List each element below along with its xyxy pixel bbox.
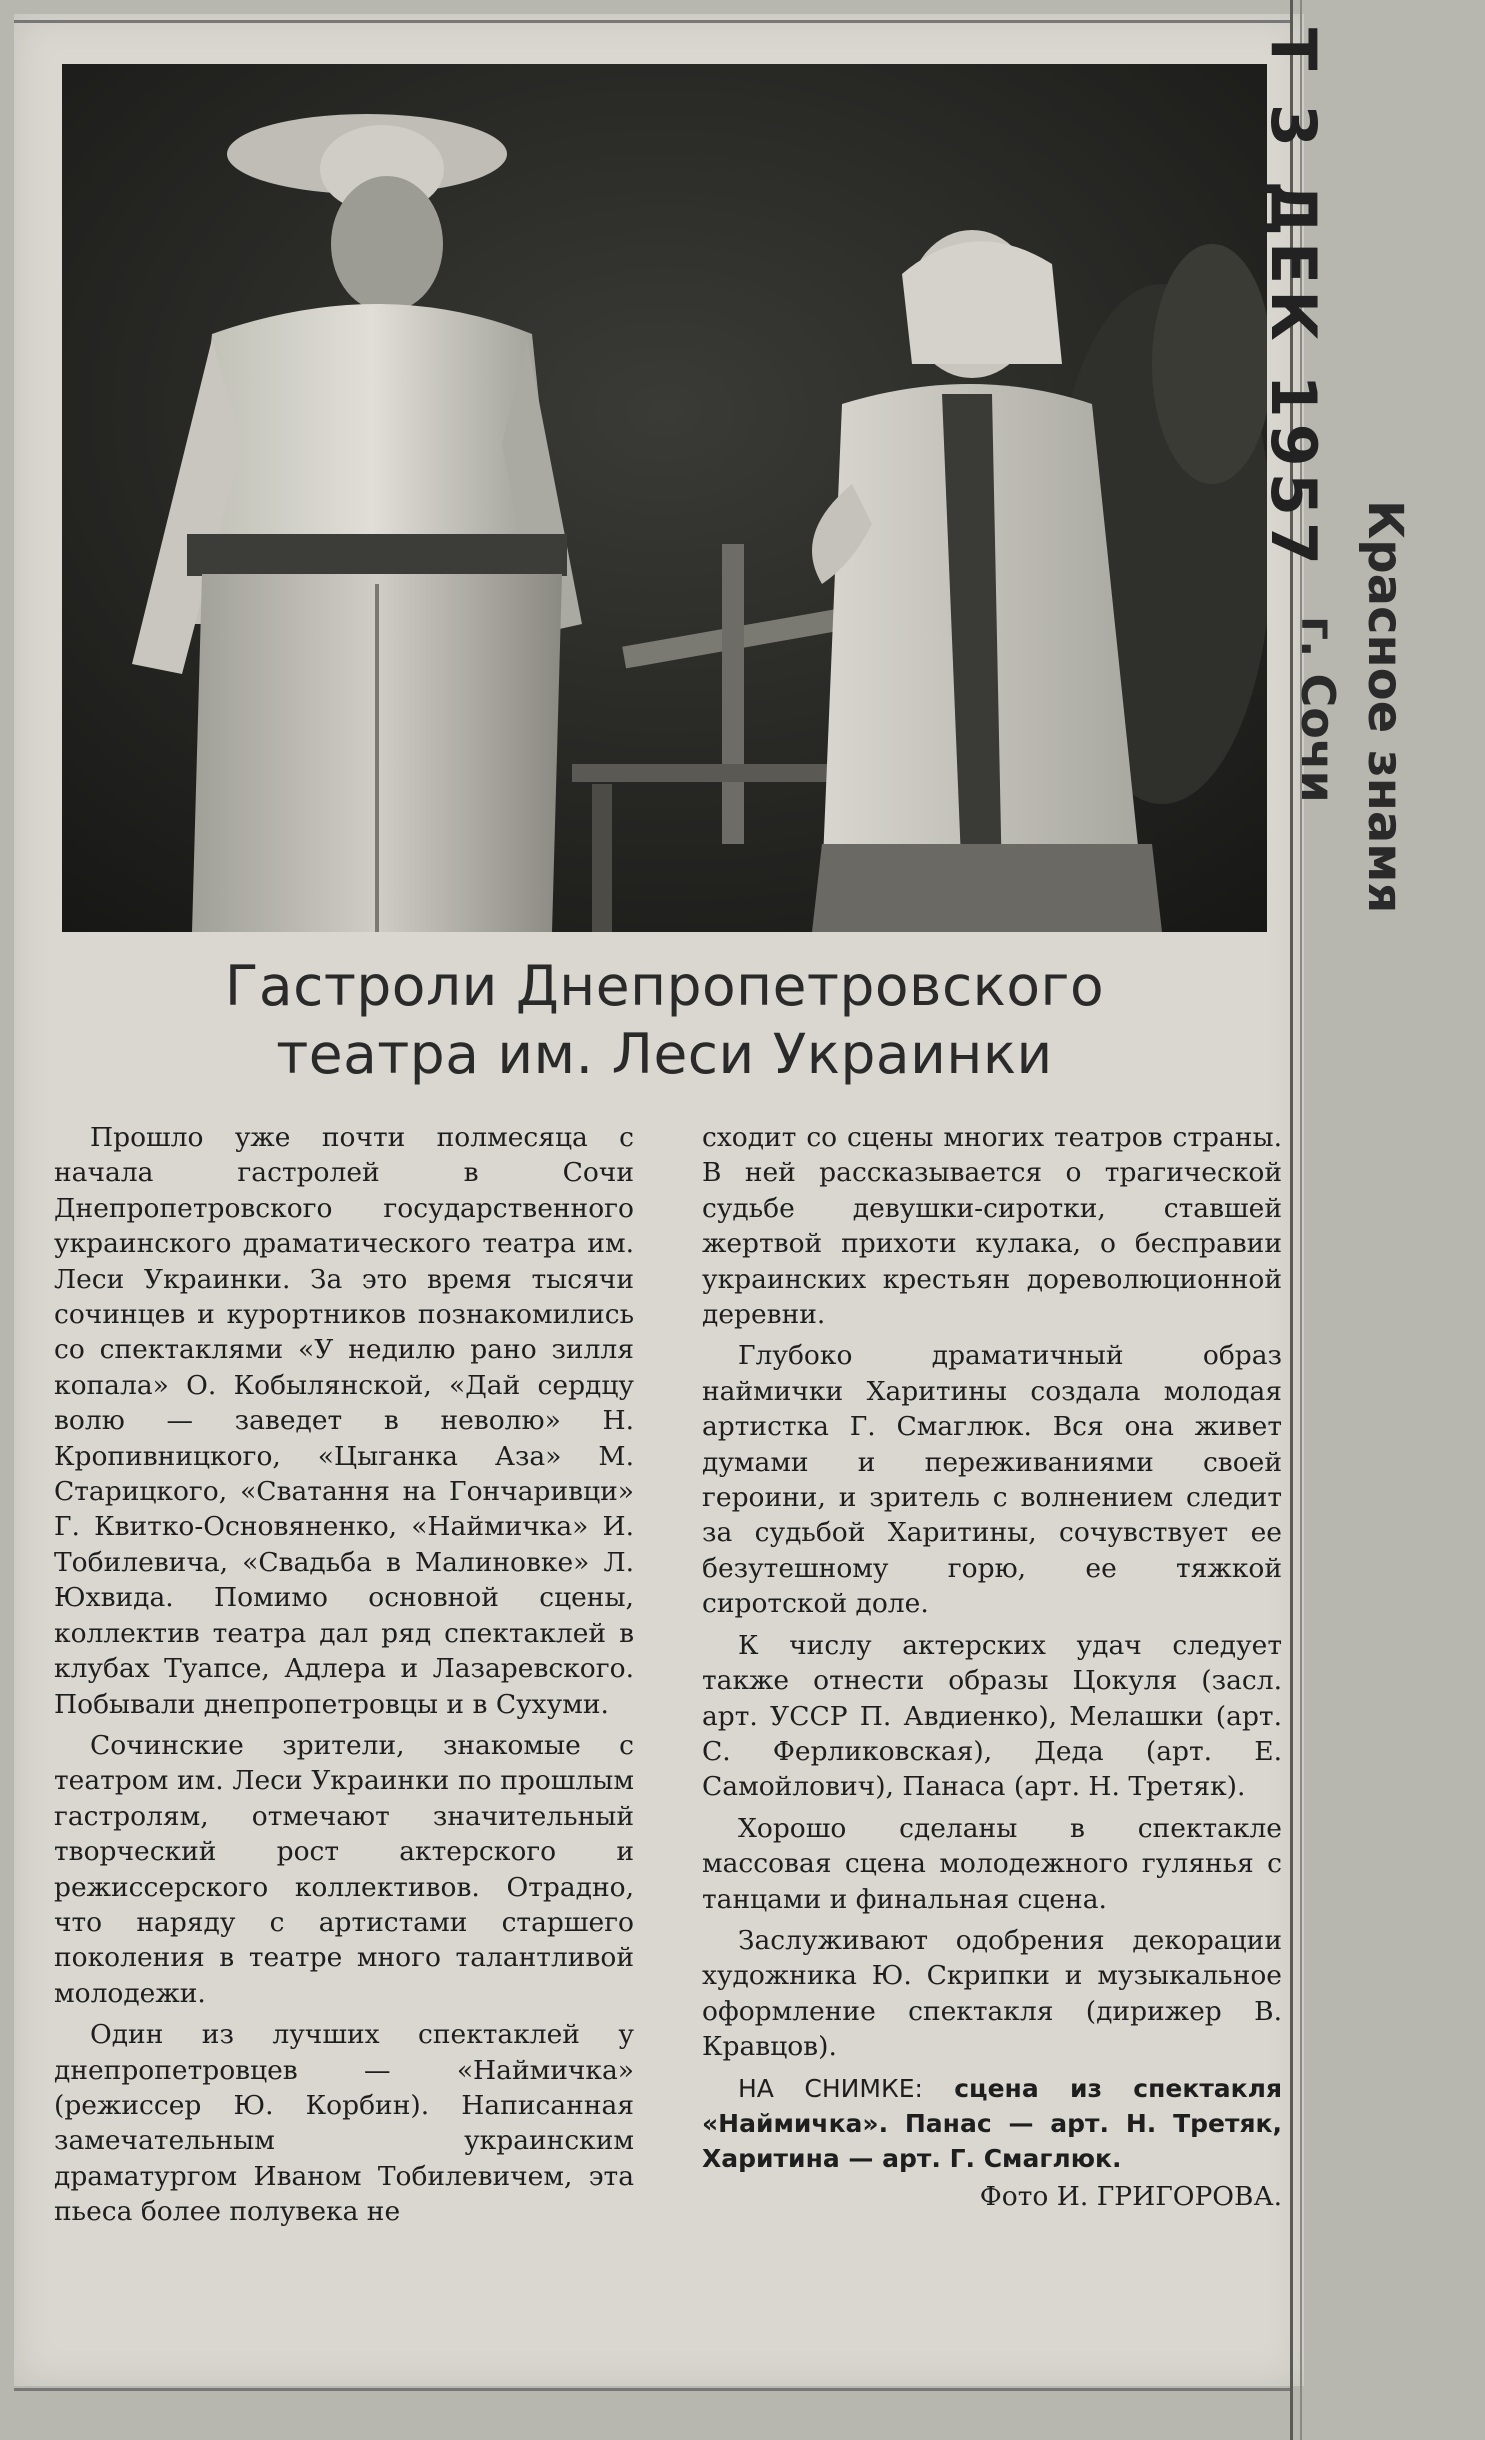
photo-caption bbox=[702, 2071, 1282, 2177]
article-column-left bbox=[54, 1120, 634, 2230]
article-column-right bbox=[702, 1120, 1282, 2214]
stamp-mark: Т bbox=[1257, 28, 1330, 77]
paragraph: Один из лучших спектаклей у днепропетровцев — «Наймичка» (режиссер Ю. Корбин). Написанная замечательным украинским драматургом Иваном Тобилевичем, эта пьеса более полувека не bbox=[54, 2019, 634, 2228]
headline-line-1: Гастроли Днепропетровского bbox=[224, 954, 1105, 1018]
top-border bbox=[14, 20, 1290, 23]
date-stamp bbox=[1257, 28, 1330, 571]
paragraph: Хорошо сделаны в спектакле массовая сцена молодежного гулянья с танцами и финальная сцена. bbox=[702, 1812, 1282, 1915]
caption-lead: НА СНИМКЕ: bbox=[738, 2073, 923, 2103]
headline-line-2: театра им. Леси Украинки bbox=[276, 1022, 1053, 1086]
paragraph: Сочинские зрители, знакомые с театром им. Леси Украинки по прошлым гастролям, отмечают значительный творческий рост актерского и режиссерского коллективов. Отрадно, что наряду с артистами старшего поколения в театре много талантливой молодежи. bbox=[54, 1729, 634, 2009]
paragraph: Заслуживают одобрения декорации художника Ю. Скрипки и музыкальное оформление спектакля (дирижер В. Кравцов). bbox=[702, 1924, 1282, 2063]
paragraph: сходит со сцены многих театров страны. В ней рассказывается о трагической судьбе девушки-сиротки, ставшей жертвой прихоти кулака, о бесправии украинских крестьян дореволюционной деревни. bbox=[702, 1122, 1282, 1331]
stamp-date: 3 ДЕК 1957 bbox=[1257, 103, 1330, 572]
article-photo bbox=[62, 64, 1267, 932]
article-headline bbox=[62, 952, 1267, 1088]
newspaper-city: г. Сочи bbox=[1291, 616, 1345, 803]
paragraph: Прошло уже почти полмесяца с начала гастролей в Сочи Днепропетровского государственного украинского драматического театра им. Леси Украинки. За это время тысячи сочинцев и курортников познакомились со спектаклями «У недилю рано зилля копала» О. Кобылянской, «Дай сердцу волю — заведет в неволю» Н. Кропивницкого, «Цыганка Аза» М. Старицкого, «Сватання на Гончаривци» Г. Квитко-Основяненко, «Наймичка» И. Тобилевича, «Свадьба в Малиновке» Л. Юхвида. Помимо основной сцены, коллектив театра дал ряд спектаклей в клубах Туапсе, Адлера и Лазаревского. Побывали днепропетровцы и в Сухуми. bbox=[54, 1122, 634, 1720]
photo-scene bbox=[62, 64, 1267, 932]
paragraph: Глубоко драматичный образ наймички Харитины создала молодая артистка Г. Смаглюк. Вся она живет думами и переживаниями своей героини, и зритель с волнением следит за судьбой Харитины, сочувствует ее безутешному горю, ее тяжкой сиротской доле. bbox=[702, 1340, 1282, 1620]
paragraph: К числу актерских удач следует также отнести образы Цокуля (засл. арт. УССР П. Авдиенко), Мелашки (арт. С. Ферликовская), Деда (арт. Е. Самойлович), Панаса (арт. Н. Третяк). bbox=[702, 1629, 1282, 1803]
photo-credit: Фото И. ГРИГОРОВА. bbox=[979, 2180, 1282, 2212]
newspaper-name: Красное знамя bbox=[1357, 500, 1413, 914]
bottom-border bbox=[14, 2388, 1290, 2391]
caption-text: сцена из спектакля «Наймичка». Панас — арт. Н. Третяк, Харитина — арт. Г. Смаглюк. bbox=[702, 2073, 1283, 2174]
